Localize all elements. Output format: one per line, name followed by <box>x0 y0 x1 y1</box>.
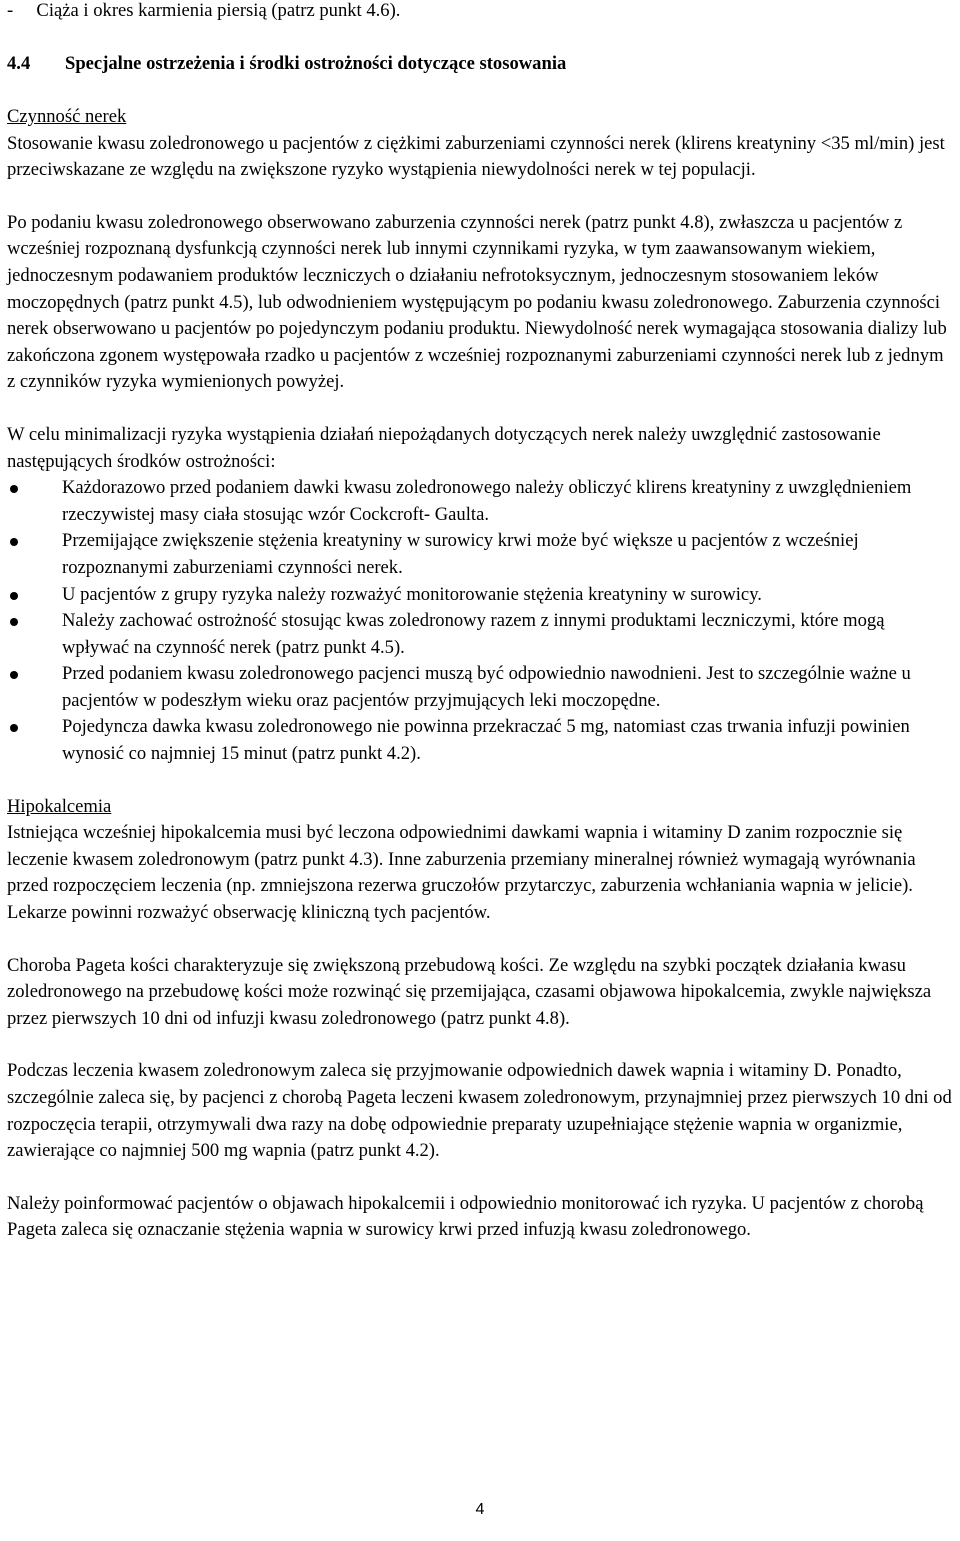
kidney-paragraph-3: W celu minimalizacji ryzyka wystąpienia działań niepożądanych dotyczących nerek należy uwzględnić zastosowanie następujących środków ostrożności: <box>7 423 881 472</box>
page-number: 4 <box>475 1501 485 1518</box>
top-list-line: - Ciąża i okres karmienia piersią (patrz punkt 4.6). <box>7 0 401 21</box>
list-item: Każdorazowo przed podaniem dawki kwasu zoledronowego należy obliczyć klirens kreatyniny z uwzględnieniem rzeczywistej masy ciała stosując wzór Cockcroft- Gaulta. <box>7 475 953 528</box>
list-item: Przemijające zwiększenie stężenia kreatyniny w surowicy krwi może być większe u pacjentów z wcześniej rozpoznanymi zaburzeniami czynności nerek. <box>7 528 953 581</box>
section-number: 4.4 <box>7 53 31 74</box>
section-heading <box>7 51 566 78</box>
hypocalcemia-paragraph-4: Należy poinformować pacjentów o objawach hipokalcemii i odpowiednio monitorować ich ryzyka. U pacjentów z chorobą Pageta zaleca się oznaczanie stężenia wapnia w surowicy krwi przed infuzją kwasu zoledronowego. <box>7 1192 924 1241</box>
hypocalcemia-paragraph-1: Istniejąca wcześniej hipokalcemia musi być leczona odpowiednimi dawkami wapnia i witaminy D zanim rozpocznie się leczenie kwasem zoledronowym (patrz punkt 4.3). Inne zaburzenia przemiany mineralnej również wymagają wyrównania przed rozpoczęciem leczenia (np. zmniejszona rezerwa gruczołów przytarczyc, zaburzenia wchłaniania wapnia w jelicie). Lekarze powinni rozważyć obserwację kliniczną tych pacjentów. <box>7 822 916 924</box>
list-item: U pacjentów z grupy ryzyka należy rozważyć monitorowanie stężenia kreatyniny w surowicy. <box>7 582 953 609</box>
kidney-paragraph-2: Po podaniu kwasu zoledronowego obserwowano zaburzenia czynności nerek (patrz punkt 4.8), zwłaszcza u pacjentów z wcześniej rozpoznaną dysfunkcją czynności nerek lub innymi czynnikami ryzyka, w tym zaawansowanym wiekiem, jednoczesnym podawaniem produktów leczniczych o działaniu nefrotoksycznym, jednoczesnym stosowaniem leków moczopędnych (patrz punkt 4.5), lub odwodnieniem występującym po podaniu kwasu zoledronowego. Zaburzenia czynności nerek obserwowano u pacjentów po pojedynczym podaniu produktu. Niewydolność nerek wymagająca stosowania dializy lub zakończona zgonem występowała rzadko u pacjentów z wcześniej rozpoznanymi zaburzeniami czynności nerek lub z jednym z czynników ryzyka wymienionych powyżej. <box>7 211 947 393</box>
subheading-hypocalcemia: Hipokalcemia <box>7 795 112 817</box>
hypocalcemia-paragraph-2: Choroba Pageta kości charakteryzuje się zwiększoną przebudową kości. Ze względu na szybki początek działania kwasu zoledronowego na przebudowę kości może rozwinąć się przemijająca, czasami objawowa hipokalcemia, zwykle największa przez pierwszych 10 dni od infuzji kwasu zoledronowego (patrz punkt 4.8). <box>7 954 932 1029</box>
list-item: Należy zachować ostrożność stosując kwas zoledronowy razem z innymi produktami leczniczymi, które mogą wpływać na czynność nerek (patrz punkt 4.5). <box>7 608 953 661</box>
list-item: Przed podaniem kwasu zoledronowego pacjenci muszą być odpowiednio nawodnieni. Jest to szczególnie ważne u pacjentów w podeszłym wieku oraz pacjentów przyjmujących leki moczopędne. <box>7 661 953 714</box>
list-item: Pojedyncza dawka kwasu zoledronowego nie powinna przekraczać 5 mg, natomiast czas trwania infuzji powinien wynosić co najmniej 15 minut (patrz punkt 4.2). <box>7 714 953 767</box>
kidney-paragraph-1: Stosowanie kwasu zoledronowego u pacjentów z ciężkimi zaburzeniami czynności nerek (klirens kreatyniny <35 ml/min) jest przeciwskazane ze względu na zwiększone ryzyko wystąpienia niewydolności nerek w tej populacji. <box>7 132 945 181</box>
section-title: Specjalne ostrzeżenia i środki ostrożności dotyczące stosowania <box>65 53 567 74</box>
section-body <box>7 104 953 1244</box>
hypocalcemia-paragraph-3: Podczas leczenia kwasem zoledronowym zaleca się przyjmowanie odpowiednich dawek wapnia i witaminy D. Ponadto, szczególnie zaleca się, by pacjenci z chorobą Pageta leczeni kwasem zoledronowym, przynajmniej przez pierwszych 10 dni od rozpoczęcia terapii, otrzymywali dwa razy na dobę odpowiednie preparaty uzupełniające stężenie wapnia w organizmie, zawierające co najmniej 500 mg wapnia (patrz punkt 4.2). <box>7 1060 952 1162</box>
subheading-kidney: Czynność nerek <box>7 106 127 127</box>
precautions-list <box>7 475 953 768</box>
